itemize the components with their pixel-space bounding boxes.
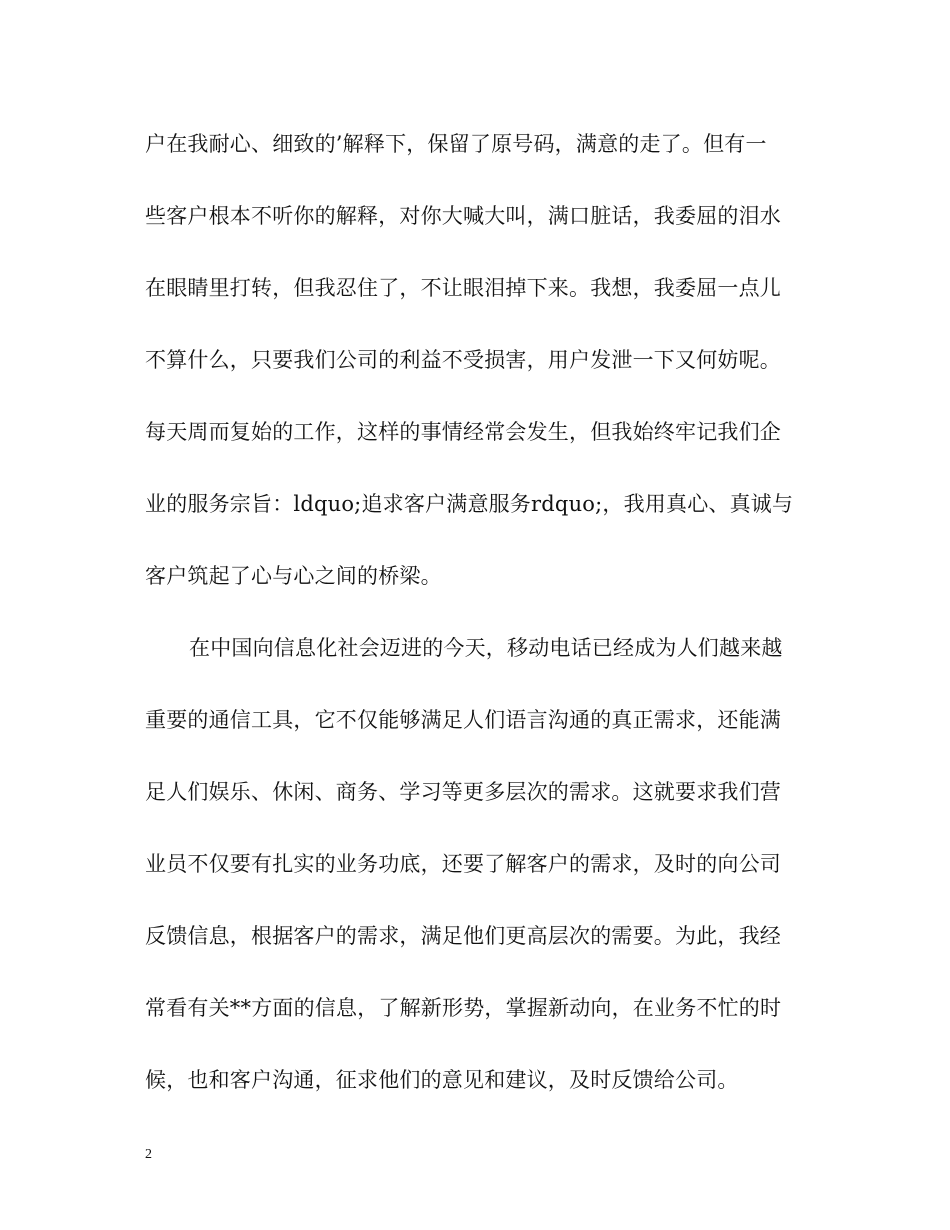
text-line: 不算什么，只要我们公司的利益不受损害，用户发泄一下又何妨呢。: [145, 348, 781, 372]
text-line: 反馈信息，根据客户的需求，满足他们更高层次的需要。为此，我经: [145, 924, 781, 948]
text-line: 足人们娱乐、休闲、商务、学习等更多层次的需求。这就要求我们营: [145, 780, 781, 804]
text-line: 些客户根本不听你的解释，对你大喊大叫，满口脏话，我委屈的泪水: [145, 204, 781, 228]
page-number: 2: [145, 1147, 152, 1162]
text-line: 客户筑起了心与心之间的桥梁。: [145, 564, 442, 588]
text-line: 户在我耐心、细致的’解释下，保留了原号码，满意的走了。但有一: [145, 132, 767, 156]
document-body: [145, 120, 805, 1128]
text-line: 常看有关**方面的信息，了解新形势，掌握新动向，在业务不忙的时: [145, 996, 782, 1020]
text-line: 每天周而复始的工作，这样的事情经常会发生，但我始终牢记我们企: [145, 420, 781, 444]
text-line: 业员不仅要有扎实的业务功底，还要了解客户的需求，及时的向公司: [145, 852, 781, 876]
paragraph-start-line: 在中国向信息化社会迈进的今天，移动电话已经成为人们越来越: [189, 636, 783, 660]
text-line: 候，也和客户沟通，征求他们的意见和建议，及时反馈给公司。: [145, 1068, 739, 1092]
text-line: 重要的通信工具，它不仅能够满足人们语言沟通的真正需求，还能满: [145, 708, 781, 732]
text-line: 在眼睛里打转，但我忍住了，不让眼泪掉下来。我想，我委屈一点儿: [145, 276, 781, 300]
text-line: 业的服务宗旨：ldquo;追求客户满意服务rdquo;，我用真心、真诚与: [145, 492, 794, 516]
